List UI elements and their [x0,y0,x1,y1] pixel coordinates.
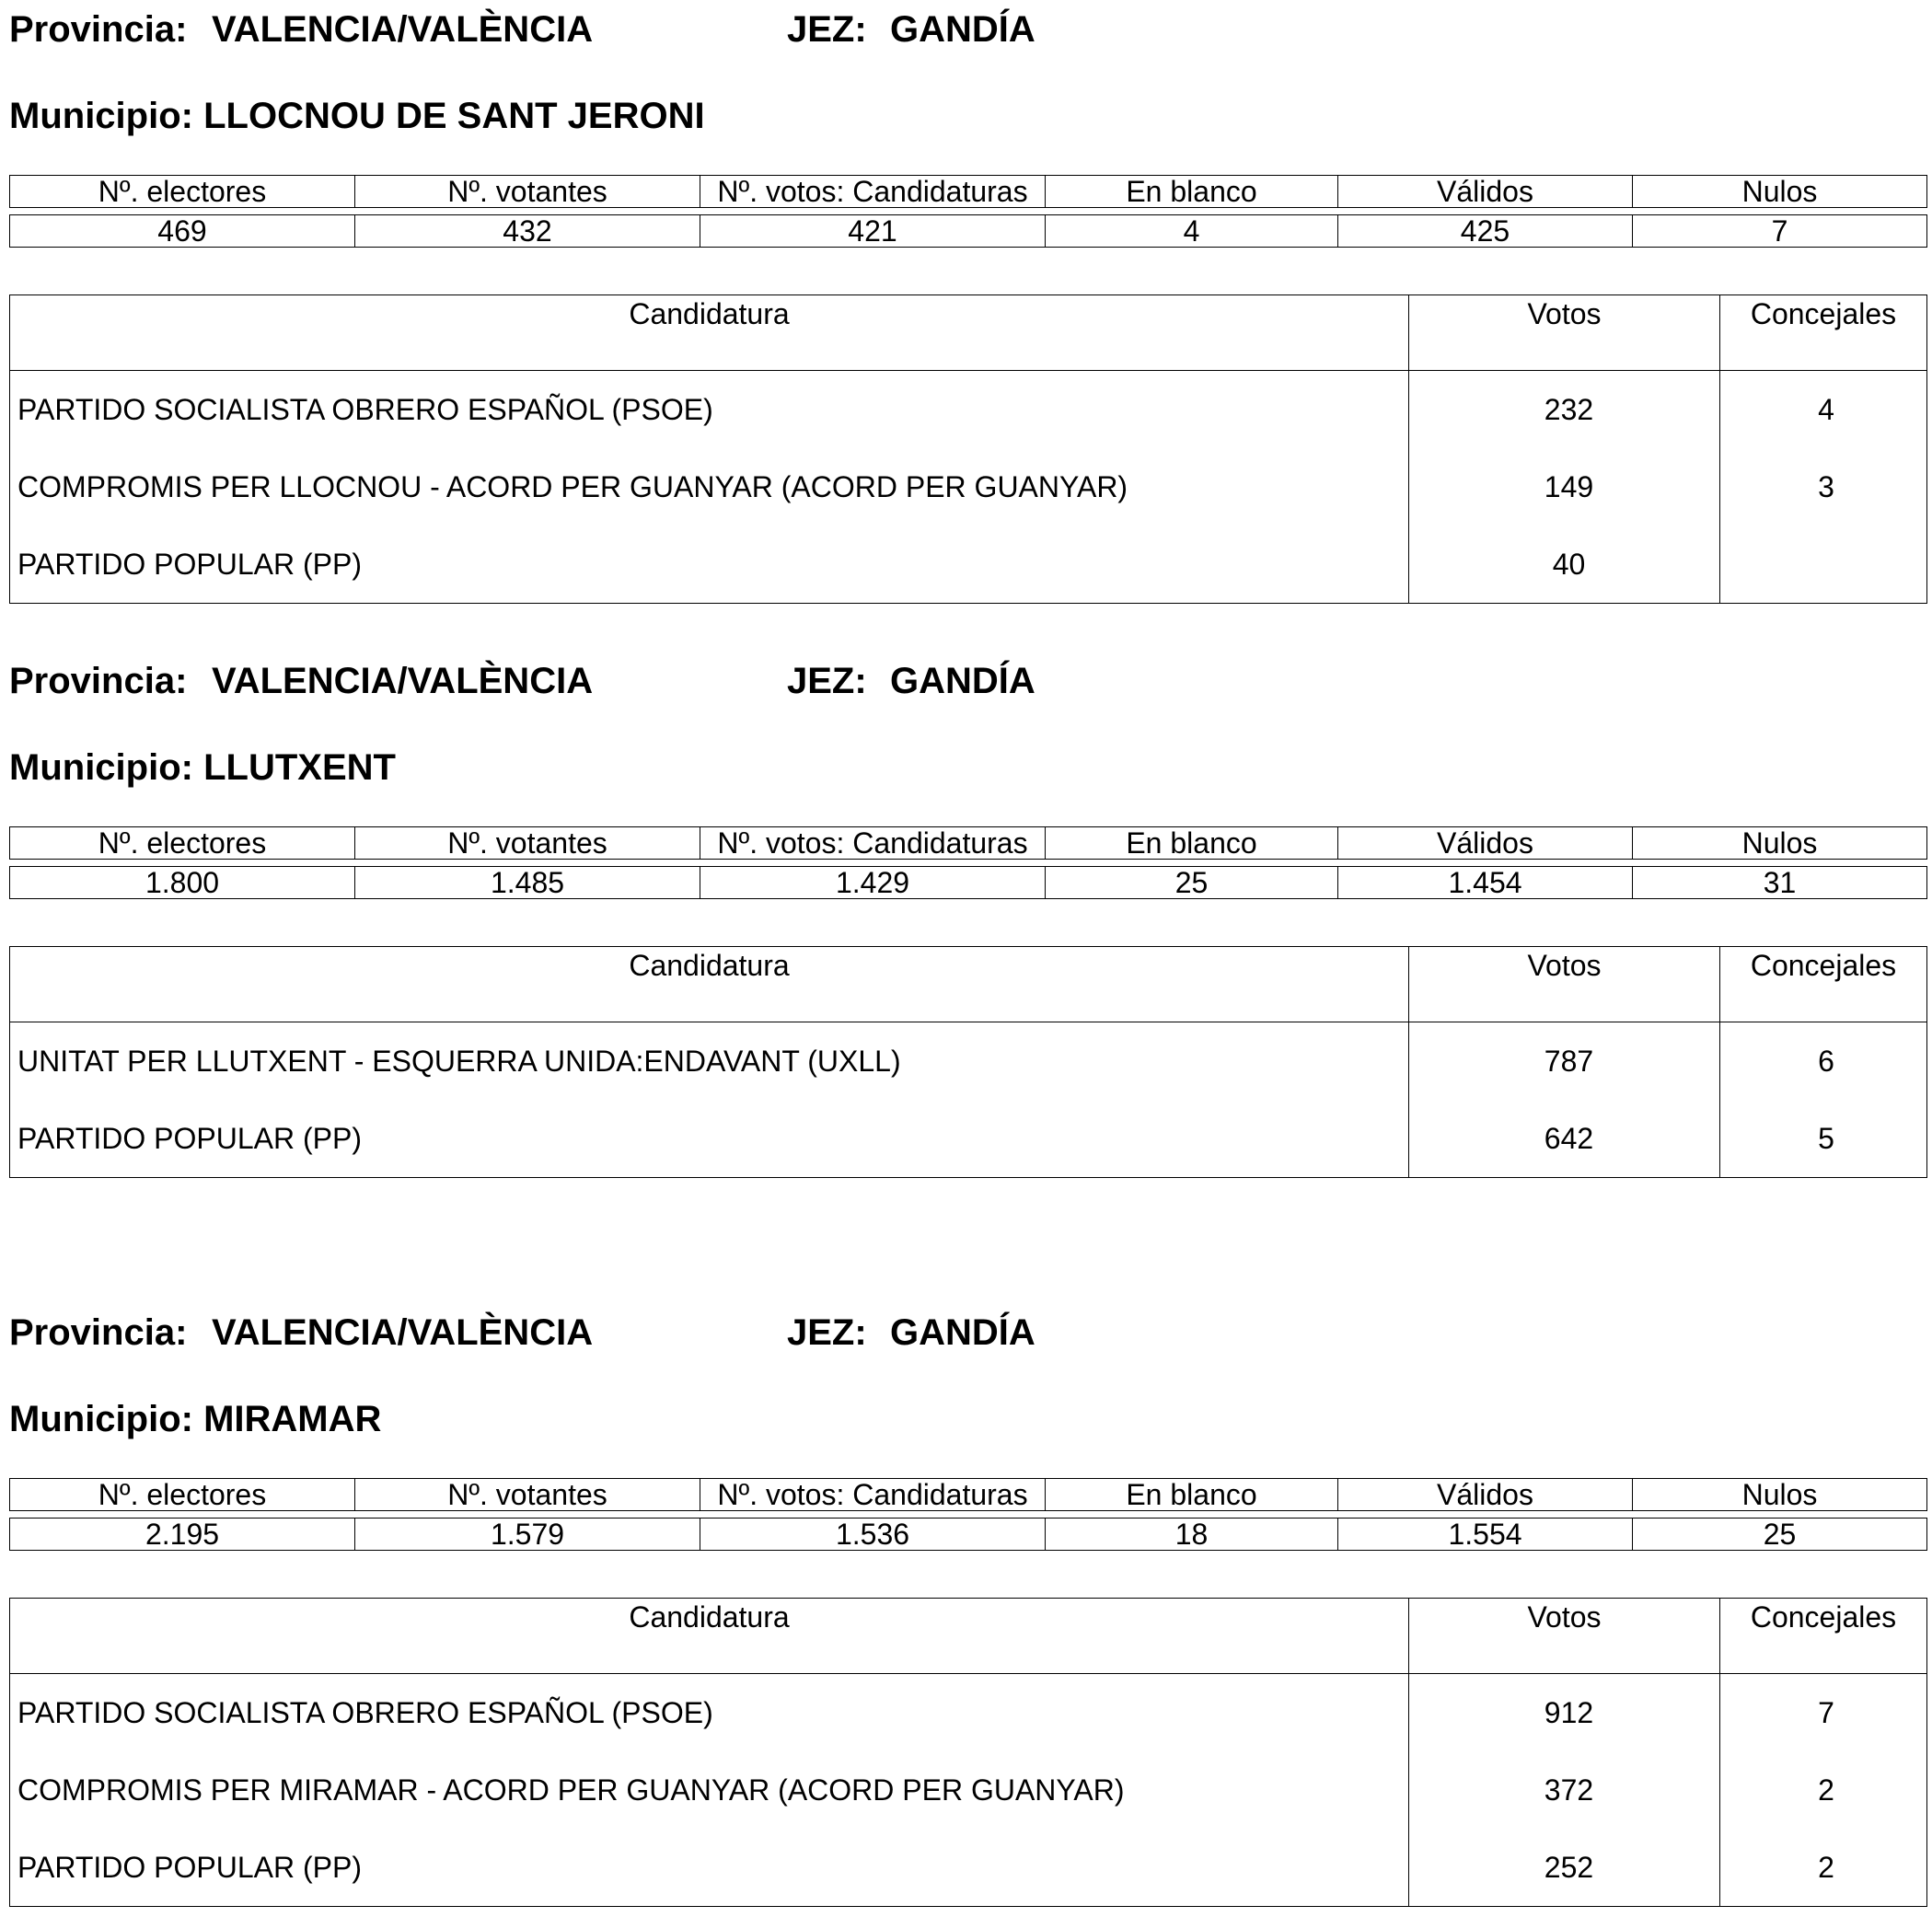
cand-name: PARTIDO SOCIALISTA OBRERO ESPAÑOL (PSOE) [10,1674,1409,1752]
cand-header-concejales: Concejales [1720,947,1927,1022]
candidaturas-table [9,946,1927,1178]
cand-name: COMPROMIS PER MIRAMAR - ACORD PER GUANYAR (ACORD PER GUANYAR) [10,1751,1409,1829]
cand-header-concejales: Concejales [1720,295,1927,371]
table-row [10,371,1927,449]
stats-header-electores: Nº. electores [10,1479,355,1511]
municipio-label: Municipio: [9,747,193,788]
cand-name: UNITAT PER LLUTXENT - ESQUERRA UNIDA:ENDAVANT (UXLL) [10,1022,1409,1101]
municipio-label: Municipio: [9,96,193,136]
stats-header-validos: Válidos [1338,1479,1633,1511]
stats-header-votantes: Nº. votantes [355,1479,700,1511]
stats-value-votantes: 1.485 [355,867,700,899]
cand-header-concejales: Concejales [1720,1599,1927,1674]
stats-value-votantes: 1.579 [355,1519,700,1551]
stats-values-table [9,1518,1927,1551]
stats-header-nulos: Nulos [1633,1479,1927,1511]
stats-value-en-blanco: 25 [1046,867,1338,899]
table-row [10,1674,1927,1752]
stats-header-table [9,1478,1927,1511]
candidaturas-table [9,1598,1927,1907]
stats-value-en-blanco: 18 [1046,1519,1338,1551]
stats-header-validos: Válidos [1338,176,1633,208]
cand-concejales: 3 [1720,448,1927,525]
cand-votos: 787 [1409,1022,1720,1101]
stats-header-en-blanco: En blanco [1046,1479,1338,1511]
stats-value-validos: 1.554 [1338,1519,1633,1551]
stats-header-electores: Nº. electores [10,176,355,208]
stats-header-votos-candidaturas: Nº. votos: Candidaturas [700,827,1046,860]
stats-value-validos: 425 [1338,215,1633,248]
stats-header-votantes: Nº. votantes [355,827,700,860]
cand-votos: 149 [1409,448,1720,525]
stats-header-nulos: Nulos [1633,827,1927,860]
cand-concejales: 7 [1720,1674,1927,1752]
jez-value: GANDÍA [890,9,1035,50]
stats-header-votos-candidaturas: Nº. votos: Candidaturas [700,176,1046,208]
cand-concejales: 4 [1720,371,1927,449]
municipio-value: MIRAMAR [203,1399,382,1439]
provincia-value: VALENCIA/VALÈNCIA [212,1312,594,1353]
stats-value-votos-candidaturas: 421 [700,215,1046,248]
cand-votos: 40 [1409,525,1720,604]
provincia-label: Provincia: [9,9,188,50]
jez-label: JEZ: [787,661,867,701]
stats-header-table [9,175,1927,208]
stats-value-nulos: 31 [1633,867,1927,899]
cand-concejales: 2 [1720,1751,1927,1829]
stats-values-table [9,214,1927,248]
stats-value-en-blanco: 4 [1046,215,1338,248]
cand-name: COMPROMIS PER LLOCNOU - ACORD PER GUANYAR (ACORD PER GUANYAR) [10,448,1409,525]
cand-votos: 642 [1409,1100,1720,1178]
cand-name: PARTIDO SOCIALISTA OBRERO ESPAÑOL (PSOE) [10,371,1409,449]
municipio-value: LLUTXENT [203,747,396,788]
stats-header-votantes: Nº. votantes [355,176,700,208]
cand-concejales: 5 [1720,1100,1927,1178]
stats-value-votos-candidaturas: 1.429 [700,867,1046,899]
provincia-value: VALENCIA/VALÈNCIA [212,9,594,50]
stats-header-validos: Válidos [1338,827,1633,860]
municipio-title [9,1397,381,1441]
stats-header-en-blanco: En blanco [1046,827,1338,860]
stats-value-votantes: 432 [355,215,700,248]
stats-value-nulos: 25 [1633,1519,1927,1551]
table-row [10,1829,1927,1907]
table-row [10,1100,1927,1178]
table-row [10,448,1927,525]
municipio-title [9,94,705,138]
cand-concejales [1720,525,1927,604]
stats-value-votos-candidaturas: 1.536 [700,1519,1046,1551]
jez-label: JEZ: [787,9,867,50]
jez-value: GANDÍA [890,1312,1035,1353]
stats-value-electores: 1.800 [10,867,355,899]
cand-header-candidatura: Candidatura [10,947,1409,1022]
cand-votos: 912 [1409,1674,1720,1752]
stats-values-table [9,866,1927,899]
cand-header-votos: Votos [1409,947,1720,1022]
municipio-label: Municipio: [9,1399,193,1439]
cand-votos: 372 [1409,1751,1720,1829]
table-row [10,1022,1927,1101]
cand-header-votos: Votos [1409,295,1720,371]
stats-header-en-blanco: En blanco [1046,176,1338,208]
cand-name: PARTIDO POPULAR (PP) [10,525,1409,604]
cand-concejales: 2 [1720,1829,1927,1907]
stats-value-validos: 1.454 [1338,867,1633,899]
municipio-value: LLOCNOU DE SANT JERONI [203,96,705,136]
provincia-label: Provincia: [9,661,188,701]
cand-name: PARTIDO POPULAR (PP) [10,1829,1409,1907]
jez-value: GANDÍA [890,661,1035,701]
stats-value-electores: 469 [10,215,355,248]
stats-header-nulos: Nulos [1633,176,1927,208]
cand-votos: 232 [1409,371,1720,449]
provincia-label: Provincia: [9,1312,188,1353]
municipio-title [9,745,396,790]
provincia-value: VALENCIA/VALÈNCIA [212,661,594,701]
stats-header-votos-candidaturas: Nº. votos: Candidaturas [700,1479,1046,1511]
cand-header-candidatura: Candidatura [10,1599,1409,1674]
table-row [10,525,1927,604]
cand-header-candidatura: Candidatura [10,295,1409,371]
cand-votos: 252 [1409,1829,1720,1907]
stats-value-electores: 2.195 [10,1519,355,1551]
cand-concejales: 6 [1720,1022,1927,1101]
candidaturas-table [9,294,1927,604]
jez-label: JEZ: [787,1312,867,1353]
stats-header-table [9,826,1927,860]
stats-value-nulos: 7 [1633,215,1927,248]
stats-header-electores: Nº. electores [10,827,355,860]
table-row [10,1751,1927,1829]
cand-name: PARTIDO POPULAR (PP) [10,1100,1409,1178]
cand-header-votos: Votos [1409,1599,1720,1674]
